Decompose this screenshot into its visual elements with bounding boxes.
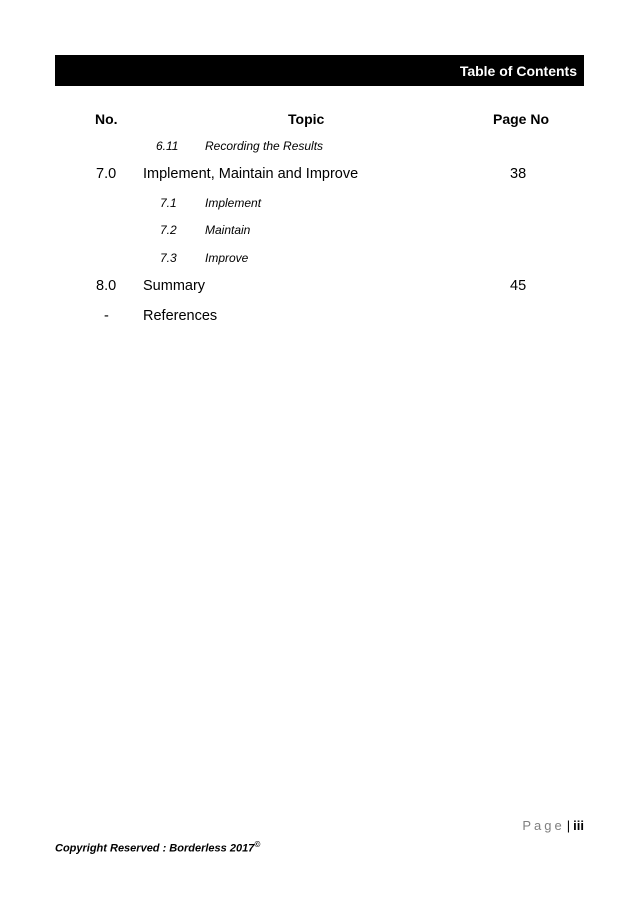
column-header-no: No. (95, 111, 118, 127)
page-number-footer (522, 818, 584, 833)
toc-subentry-number: 7.2 (160, 223, 177, 237)
toc-entry-title: Implement, Maintain and Improve (143, 166, 359, 182)
toc-entry-title: References (143, 308, 218, 324)
page-number: iii (573, 818, 584, 833)
toc-entry-number: 8.0 (96, 278, 117, 294)
page-separator: | (566, 818, 571, 833)
toc-subentry-number: 7.3 (160, 251, 177, 265)
toc-subentry-title: Maintain (205, 223, 251, 237)
toc-entry-number: 7.0 (96, 166, 117, 182)
toc-entry-page: 38 (510, 166, 527, 182)
column-header-page: Page No (493, 111, 550, 127)
toc-subentry-number: 6.11 (156, 139, 179, 153)
page-word: Page (522, 818, 565, 833)
toc-entry-number: - (104, 308, 109, 324)
toc-entry-title: Summary (143, 278, 206, 294)
column-header-topic: Topic (288, 111, 325, 127)
toc-subentry-number: 7.1 (160, 196, 177, 210)
copyright-symbol: © (254, 840, 261, 849)
copyright-text: Copyright Reserved : Borderless 2017 (55, 842, 255, 855)
header-bar (55, 55, 584, 86)
toc-subentry-title: Implement (205, 196, 262, 210)
header-title: Table of Contents (459, 63, 577, 79)
toc-subentry-title: Recording the Results (205, 139, 324, 153)
copyright-notice (55, 840, 260, 855)
toc-subentry-title: Improve (205, 251, 249, 265)
toc-entry-page: 45 (510, 278, 527, 294)
